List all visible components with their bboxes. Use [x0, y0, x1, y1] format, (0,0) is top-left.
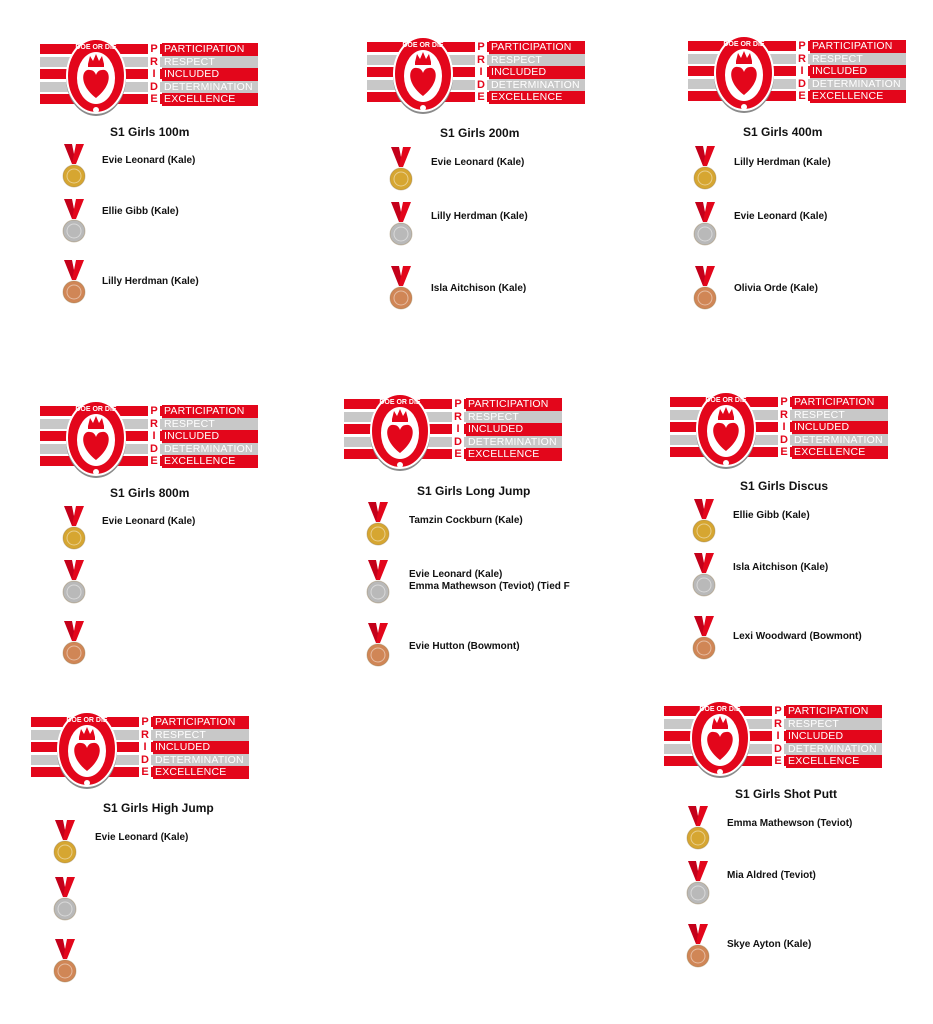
- athlete-name: Isla Aitchison (Kale): [431, 283, 527, 294]
- athlete-name: Skye Ayton (Kale): [727, 939, 812, 950]
- pride-letter: P: [774, 705, 782, 717]
- athlete-name: Ellie Gibb (Kale): [102, 206, 179, 217]
- pride-value: PARTICIPATION: [153, 716, 249, 729]
- athlete-name: Lilly Herdman (Kale): [734, 157, 831, 168]
- pride-banner: [40, 402, 258, 472]
- bronze-medal-icon: [389, 264, 413, 314]
- pride-value: INCLUDED: [786, 730, 882, 743]
- badge: [368, 389, 432, 473]
- doe-or-die-badge-icon: [694, 387, 758, 471]
- doe-or-die-badge-icon: [688, 696, 752, 780]
- pride-value: EXCELLENCE: [810, 90, 906, 103]
- doe-or-die-badge-icon: [368, 389, 432, 473]
- gold-medal-icon: [693, 144, 717, 194]
- doe-or-die-badge-icon: [391, 32, 455, 116]
- pride-value: INCLUDED: [162, 430, 258, 443]
- pride-value: INCLUDED: [153, 741, 249, 754]
- event-title: S1 Girls Long Jump: [417, 484, 531, 498]
- athlete-name: Evie Hutton (Bowmont): [409, 641, 520, 652]
- pride-value: PARTICIPATION: [786, 705, 882, 718]
- pride-letter: I: [143, 741, 147, 753]
- silver-medal-icon: [693, 200, 717, 250]
- pride-value: RESPECT: [466, 411, 562, 424]
- event-title: S1 Girls Discus: [740, 479, 829, 493]
- badge-motto: DOE OR DIE: [699, 706, 741, 713]
- pride-letter: R: [798, 52, 806, 65]
- pride-letter: I: [479, 66, 483, 78]
- event-title: S1 Girls High Jump: [103, 801, 214, 815]
- pride-value: DETERMINATION: [162, 81, 258, 94]
- pride-value: DETERMINATION: [162, 443, 258, 456]
- pride-value: DETERMINATION: [466, 436, 562, 449]
- athlete-name: Emma Mathewson (Teviot) (Tied F: [409, 581, 570, 592]
- bronze-medal-icon: [693, 264, 717, 314]
- pride-letter: P: [150, 405, 158, 417]
- pride-letter: E: [150, 455, 158, 467]
- athlete-name: Ellie Gibb (Kale): [733, 510, 810, 521]
- badge: [64, 34, 128, 118]
- bronze-medal-icon: [686, 922, 710, 972]
- athlete-name: Mia Aldred (Teviot): [727, 870, 816, 881]
- pride-letter: I: [776, 730, 780, 742]
- athlete-name: Tamzin Cockburn (Kale): [409, 515, 523, 526]
- pride-value: RESPECT: [489, 54, 585, 67]
- silver-medal-icon: [692, 551, 716, 601]
- pride-values: [466, 398, 562, 461]
- badge: [712, 31, 776, 115]
- doe-or-die-badge-icon: [64, 34, 128, 118]
- pride-letter: E: [141, 766, 149, 778]
- bronze-medal-icon: [53, 937, 77, 987]
- pride-value: EXCELLENCE: [489, 91, 585, 104]
- gold-medal-icon: [62, 142, 86, 192]
- badge: [688, 696, 752, 780]
- athlete-name: Evie Leonard (Kale): [102, 516, 196, 527]
- athlete-name: Olivia Orde (Kale): [734, 283, 818, 294]
- pride-letter: D: [150, 80, 158, 93]
- pride-value: RESPECT: [162, 418, 258, 431]
- badge: [55, 707, 119, 791]
- pride-letter: P: [798, 40, 806, 52]
- pride-letters: [772, 705, 784, 767]
- pride-letter: I: [152, 68, 156, 80]
- pride-value: INCLUDED: [466, 423, 562, 436]
- pride-letters: [452, 398, 464, 460]
- pride-letter: P: [454, 398, 462, 410]
- pride-value: DETERMINATION: [153, 754, 249, 767]
- pride-value: RESPECT: [786, 718, 882, 731]
- pride-value: INCLUDED: [810, 65, 906, 78]
- silver-medal-icon: [389, 200, 413, 250]
- bronze-medal-icon: [62, 619, 86, 669]
- pride-values: [810, 40, 906, 103]
- pride-value: PARTICIPATION: [162, 405, 258, 418]
- silver-medal-icon: [366, 558, 390, 608]
- pride-letter: R: [774, 717, 782, 730]
- pride-values: [786, 705, 882, 768]
- badge-motto: DOE OR DIE: [379, 399, 421, 406]
- pride-letter: D: [798, 77, 806, 90]
- event-title: S1 Girls 200m: [440, 126, 520, 140]
- pride-value: RESPECT: [153, 729, 249, 742]
- badge-motto: DOE OR DIE: [723, 41, 765, 48]
- pride-values: [153, 716, 249, 779]
- pride-value: RESPECT: [162, 56, 258, 69]
- bronze-medal-icon: [366, 621, 390, 671]
- pride-letter: R: [141, 728, 149, 741]
- pride-banner: [688, 37, 906, 107]
- pride-value: DETERMINATION: [786, 743, 882, 756]
- athlete-name: Lilly Herdman (Kale): [102, 276, 199, 287]
- pride-letter: R: [477, 53, 485, 66]
- doe-or-die-badge-icon: [64, 396, 128, 480]
- pride-banner: [344, 395, 562, 465]
- event-title: S1 Girls 100m: [110, 125, 190, 139]
- gold-medal-icon: [53, 818, 77, 868]
- pride-value: RESPECT: [810, 53, 906, 66]
- pride-letter: D: [141, 753, 149, 766]
- pride-value: INCLUDED: [792, 421, 888, 434]
- pride-value: EXCELLENCE: [162, 93, 258, 106]
- pride-values: [792, 396, 888, 459]
- pride-letter: R: [150, 55, 158, 68]
- doe-or-die-badge-icon: [712, 31, 776, 115]
- pride-value: DETERMINATION: [810, 78, 906, 91]
- pride-letter: R: [150, 417, 158, 430]
- silver-medal-icon: [686, 859, 710, 909]
- pride-letter: E: [150, 93, 158, 105]
- badge: [694, 387, 758, 471]
- pride-letter: D: [477, 78, 485, 91]
- athlete-name: Lexi Woodward (Bowmont): [733, 631, 862, 642]
- pride-value: EXCELLENCE: [153, 766, 249, 779]
- athlete-name: Evie Leonard (Kale): [102, 155, 196, 166]
- pride-letter: D: [150, 442, 158, 455]
- pride-value: EXCELLENCE: [162, 455, 258, 468]
- pride-letter: R: [454, 410, 462, 423]
- pride-value: INCLUDED: [489, 66, 585, 79]
- pride-letter: P: [141, 716, 149, 728]
- gold-medal-icon: [62, 504, 86, 554]
- pride-value: PARTICIPATION: [810, 40, 906, 53]
- pride-letter: E: [774, 755, 782, 767]
- athlete-name: Evie Leonard (Kale): [734, 211, 828, 222]
- pride-value: DETERMINATION: [792, 434, 888, 447]
- pride-letter: E: [454, 448, 462, 460]
- gold-medal-icon: [692, 497, 716, 547]
- pride-letters: [139, 716, 151, 778]
- pride-value: RESPECT: [792, 409, 888, 422]
- pride-value: PARTICIPATION: [466, 398, 562, 411]
- badge-motto: DOE OR DIE: [66, 717, 108, 724]
- pride-values: [162, 43, 258, 106]
- gold-medal-icon: [389, 145, 413, 195]
- pride-letter: P: [150, 43, 158, 55]
- gold-medal-icon: [366, 500, 390, 550]
- badge-motto: DOE OR DIE: [402, 42, 444, 49]
- gold-medal-icon: [686, 804, 710, 854]
- athlete-name: Isla Aitchison (Kale): [733, 562, 829, 573]
- athlete-name: Lilly Herdman (Kale): [431, 211, 528, 222]
- pride-letter: I: [456, 423, 460, 435]
- event-title: S1 Girls 800m: [110, 486, 190, 500]
- pride-letter: D: [454, 435, 462, 448]
- badge-motto: DOE OR DIE: [705, 397, 747, 404]
- pride-letter: I: [152, 430, 156, 442]
- pride-values: [489, 41, 585, 104]
- athlete-name: Evie Leonard (Kale): [431, 157, 525, 168]
- silver-medal-icon: [62, 197, 86, 247]
- pride-value: INCLUDED: [162, 68, 258, 81]
- pride-value: EXCELLENCE: [466, 448, 562, 461]
- pride-letter: D: [774, 742, 782, 755]
- pride-banner: [367, 38, 585, 108]
- pride-letter: R: [780, 408, 788, 421]
- pride-values: [162, 405, 258, 468]
- badge: [391, 32, 455, 116]
- athlete-name: Evie Leonard (Kale): [95, 832, 189, 843]
- pride-letter: D: [780, 433, 788, 446]
- athlete-name: Evie Leonard (Kale): [409, 569, 503, 580]
- pride-letter: P: [780, 396, 788, 408]
- pride-value: PARTICIPATION: [489, 41, 585, 54]
- pride-banner: [664, 702, 882, 772]
- silver-medal-icon: [53, 875, 77, 925]
- event-title: S1 Girls 400m: [743, 125, 823, 139]
- pride-banner: [670, 393, 888, 463]
- pride-value: PARTICIPATION: [162, 43, 258, 56]
- pride-letter: E: [780, 446, 788, 458]
- pride-letters: [148, 43, 160, 105]
- pride-letters: [148, 405, 160, 467]
- badge-motto: DOE OR DIE: [75, 44, 117, 51]
- event-title: S1 Girls Shot Putt: [735, 787, 838, 801]
- pride-letters: [778, 396, 790, 458]
- pride-letter: I: [782, 421, 786, 433]
- pride-value: DETERMINATION: [489, 79, 585, 92]
- bronze-medal-icon: [62, 258, 86, 308]
- pride-letter: E: [798, 90, 806, 102]
- badge: [64, 396, 128, 480]
- pride-banner: [31, 713, 249, 783]
- pride-letters: [796, 40, 808, 102]
- athlete-name: Emma Mathewson (Teviot): [727, 818, 853, 829]
- pride-value: EXCELLENCE: [792, 446, 888, 459]
- pride-letter: I: [800, 65, 804, 77]
- badge-motto: DOE OR DIE: [75, 406, 117, 413]
- pride-letter: E: [477, 91, 485, 103]
- doe-or-die-badge-icon: [55, 707, 119, 791]
- silver-medal-icon: [62, 558, 86, 608]
- pride-letters: [475, 41, 487, 103]
- pride-banner: [40, 40, 258, 110]
- bronze-medal-icon: [692, 614, 716, 664]
- pride-letter: P: [477, 41, 485, 53]
- pride-value: EXCELLENCE: [786, 755, 882, 768]
- pride-value: PARTICIPATION: [792, 396, 888, 409]
